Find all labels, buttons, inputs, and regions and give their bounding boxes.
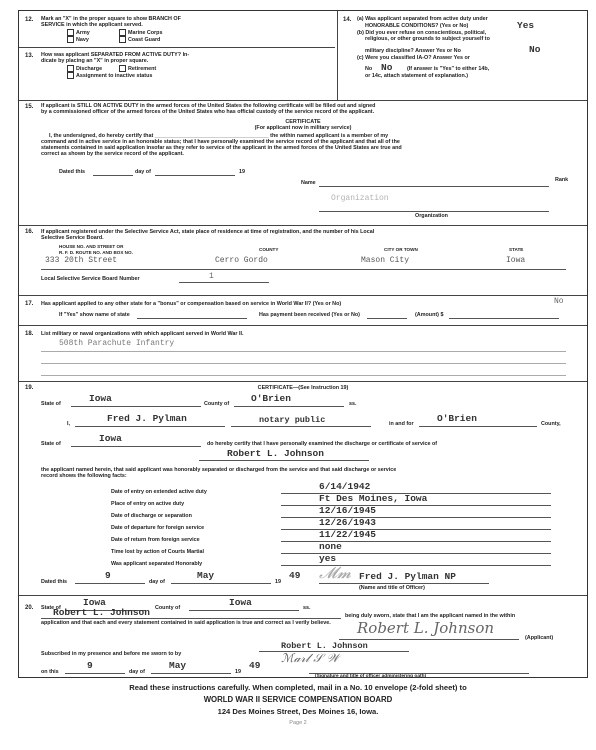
footer-address: 124 Des Moines Street, Des Moines 16, Iowa.	[217, 707, 379, 716]
section-number: 18.	[25, 331, 34, 337]
certificate-body-2: command and in active service in an honorable status; that I have personally examined the service record of the applicant and that all of the	[41, 139, 400, 145]
header-city: CITY OR TOWN	[384, 247, 418, 252]
dated-day-field[interactable]	[93, 175, 133, 176]
officer-signature[interactable]: Fred J. Pylman NP	[359, 571, 456, 582]
section-13-text-1: How was applicant SEPARATED FROM ACTIVE DUTY? In-	[41, 52, 190, 58]
oath-state[interactable]: Iowa	[83, 597, 106, 608]
certificate-subtitle: (For applicant now in military service)	[254, 125, 352, 131]
header-house: HOUSE NO. AND STREET OR	[59, 244, 124, 249]
certificate-body-3: statements contained in said application insofar as they refer to service of the applicant in the armed forces of the United States are true and	[41, 145, 402, 151]
certificate-body-4: correct as shown by the service record of the applicant.	[41, 151, 184, 157]
page-number: Page 2	[289, 720, 307, 726]
state-field	[71, 406, 201, 407]
name-label: Name	[301, 180, 316, 186]
divider	[19, 595, 587, 596]
amount-field[interactable]	[449, 318, 559, 319]
section-number: 20.	[25, 605, 34, 611]
board-number-field	[179, 282, 269, 283]
section-18-text: List military or naval organizations with which applicant served in World War II.	[41, 331, 244, 337]
applicant-name[interactable]: Robert L. Johnson	[227, 448, 324, 459]
county-label: County of	[155, 605, 181, 611]
oath-name-field	[41, 618, 341, 619]
notary-name[interactable]: Fred J. Pylman	[107, 413, 187, 424]
fact-value[interactable]: Ft Des Moines, Iowa	[319, 493, 428, 504]
oath-day-field	[65, 673, 125, 674]
fact-label: Date of entry on extended active duty	[111, 489, 207, 495]
day-of-label: day of	[129, 669, 145, 675]
section-number: 13.	[25, 53, 34, 59]
on-this-label: on this	[41, 669, 59, 675]
officer-signature-field	[319, 583, 489, 584]
dated-year[interactable]: 49	[289, 570, 301, 581]
section-14b-text: (b) Did you ever refuse on conscientious, political,	[357, 30, 487, 36]
divider	[19, 100, 587, 101]
ss-label: ss.	[349, 401, 357, 407]
oath-county-field	[189, 610, 299, 611]
rank-label: Rank	[555, 177, 569, 183]
section-15-text-2: by a commissioned officer of the armed forces of the United States who has official custody of the service record of the applicant.	[41, 109, 375, 115]
residence-state[interactable]: Iowa	[506, 256, 526, 265]
notary-state[interactable]: Iowa	[89, 393, 112, 404]
dated-day-field	[75, 583, 145, 584]
certificate-title: CERTIFICATE	[285, 119, 321, 125]
payment-received-field[interactable]	[367, 318, 407, 319]
notary-county[interactable]: O'Brien	[251, 393, 291, 404]
fact-label: Date of return from foreign service	[111, 537, 200, 543]
oath-text-2: application and that each and every statement contained in said application is true and correct as I verily believe.	[41, 620, 331, 626]
fact-value[interactable]: 12/16/1945	[319, 505, 377, 516]
section-14c-text: (c) Were you classified IA-O? Answer Yes or	[357, 55, 470, 61]
notary-state-2[interactable]: Iowa	[99, 433, 122, 444]
footer-board-name: WORLD WAR II SERVICE COMPENSATION BOARD	[203, 695, 393, 704]
state-2-label: State of	[41, 441, 61, 447]
ss-label: ss.	[303, 605, 311, 611]
section-14c-text-3: (If answer is "Yes" to either 14b,	[407, 66, 490, 72]
signature-scrawl: 𝓜𝓶	[319, 563, 352, 582]
org-line	[41, 363, 566, 364]
notary-title[interactable]: notary public	[259, 415, 326, 425]
checkbox-army[interactable]: Army	[67, 29, 90, 36]
applicant-signature[interactable]: Robert L. Johnson	[357, 619, 495, 637]
certify-text: do hereby certify that I have personally examined the discharge or certificate of service of	[207, 441, 438, 447]
subscribed-text: Subscribed in my presence and before me sworn to by	[41, 651, 182, 657]
application-form	[18, 10, 588, 678]
in-for-label: in and for	[389, 421, 414, 427]
organization-label: Organization	[415, 213, 448, 219]
section-number: 12.	[25, 17, 34, 23]
column-divider	[337, 11, 338, 100]
residence-city[interactable]: Mason City	[361, 256, 410, 265]
board-label: Local Selective Service Board Number	[41, 276, 140, 282]
year-label: 19	[239, 169, 245, 175]
oath-applicant-name[interactable]: Robert L. Johnson	[53, 607, 150, 618]
section-13-text-2: dicate by placing an "X" in proper square.	[41, 58, 149, 64]
fact-label: Date of departure for foreign service	[111, 525, 205, 531]
refuse-discipline-answer[interactable]: No	[529, 44, 541, 55]
state-name-field[interactable]	[137, 318, 247, 319]
section-14a-text-2: HONORABLE CONDITIONS? (Yes or No)	[365, 23, 469, 29]
residence-line	[41, 269, 566, 270]
footer-instructions: Read these instructions carefully. When completed, mail in a No. 10 envelope (2-fold sheet) to	[129, 683, 467, 692]
section-number: 16.	[25, 229, 34, 235]
fact-label: Place of entry on active duty	[111, 501, 185, 507]
divider	[19, 381, 587, 382]
notary-county-2[interactable]: O'Brien	[437, 413, 477, 424]
org-line	[41, 375, 566, 376]
section-17-text-2: If "Yes" show name of state	[59, 312, 130, 318]
state-2-field	[71, 446, 201, 447]
dated-month-field[interactable]	[155, 175, 235, 176]
header-state: STATE	[509, 247, 524, 252]
county-tail: County,	[541, 421, 561, 427]
oath-month[interactable]: May	[169, 660, 187, 671]
fact-label: Was applicant separated Honorably	[111, 561, 203, 567]
section-14b-text-2: religious, or other grounds to subject yourself to	[365, 36, 490, 42]
residence-street[interactable]: 333 20th Street	[45, 256, 118, 265]
applicant-label: (Applicant)	[525, 635, 554, 641]
section-16-text-2: Selective Service Board.	[41, 235, 104, 241]
header-rfd: R. F. D. ROUTE NO. AND BOX NO.	[59, 250, 133, 255]
notary-title-field	[231, 426, 371, 427]
state-label: State of	[41, 401, 61, 407]
certificate-19-title: CERTIFICATE—(See Instruction 19)	[257, 385, 349, 391]
section-15-text-1: If applicant is STILL ON ACTIVE DUTY in the armed forces of the United States the following certificate will be filled out and signed	[41, 103, 376, 109]
board-number[interactable]: 1	[209, 272, 214, 281]
oath-day[interactable]: 9	[87, 660, 93, 671]
checkbox-navy[interactable]: Navy	[67, 36, 89, 43]
oath-month-field	[151, 673, 231, 674]
year-label: 19	[275, 579, 281, 585]
in-for-field	[419, 426, 537, 427]
applicant-name-field	[199, 460, 369, 461]
organization-field[interactable]	[319, 211, 549, 212]
oath-county[interactable]: Iowa	[229, 597, 252, 608]
section-16-text-1: If applicant registered under the Selective Service Act, state place of residence at time of registration, and the number of his Local	[41, 229, 375, 235]
section-12-text-2: SERVICE in which the applicant served.	[41, 22, 143, 28]
fact-label: Date of discharge or separation	[111, 513, 192, 519]
classified-answer[interactable]: No	[381, 62, 393, 73]
fact-value[interactable]: 12/26/1943	[319, 517, 377, 528]
dated-day[interactable]: 9	[105, 570, 111, 581]
applicant-signature-field	[339, 639, 519, 640]
dated-label: Dated this	[59, 169, 86, 175]
divider	[19, 47, 335, 48]
dated-month[interactable]: May	[197, 570, 215, 581]
organization-list[interactable]: 508th Parachute Infantry	[59, 339, 175, 348]
divider	[19, 295, 587, 296]
county-field	[234, 406, 344, 407]
org-line	[41, 351, 566, 352]
section-17-text-4: (Amount) $	[415, 312, 444, 318]
day-of-label: day of	[135, 169, 151, 175]
section-14c-text-2: No	[365, 66, 373, 72]
divider	[19, 225, 587, 226]
officer-name-field[interactable]	[319, 186, 549, 187]
checkbox-marine-corps[interactable]: Marine Corps	[119, 29, 162, 36]
fact-value[interactable]: 6/14/1942	[319, 481, 371, 492]
fact-label: Time lost by action of Courts Martial	[111, 549, 205, 555]
section-17-text-3: Has payment been received (Yes or No)	[259, 312, 360, 318]
dated-month-field	[171, 583, 271, 584]
checkbox-coast-guard[interactable]: Coast Guard	[119, 36, 160, 43]
checkbox-discharge[interactable]: Discharge	[67, 65, 102, 72]
state-label: State of	[41, 605, 61, 611]
oath-text-1: being duly sworn, state that I am the applicant named in the within	[345, 613, 516, 619]
officer-sig-label: (Name and title of Officer)	[359, 585, 425, 591]
named-text-2: record shows the following facts:	[41, 473, 127, 479]
section-14a-text: (a) Was applicant separated from active duty under	[357, 16, 488, 22]
county-label: County of	[204, 401, 230, 407]
officer-oath-label: (Signature and title of officer administering oath)	[315, 674, 427, 679]
section-number: 19.	[25, 385, 34, 391]
divider	[19, 325, 587, 326]
fact-value[interactable]: 11/22/1945	[319, 529, 377, 540]
honorable-conditions-answer[interactable]: Yes	[517, 20, 535, 31]
checkbox-retirement[interactable]: Retirement	[119, 65, 156, 72]
fact-value[interactable]: none	[319, 541, 342, 552]
section-14b-text-3: military discipline? Answer Yes or No	[365, 48, 461, 54]
officer-oath-signature: ℳ𝒶𝓇𝓁 𝒮 𝒲	[281, 651, 339, 665]
section-12-text-1: Mark an "X" in the proper square to show BRANCH OF	[41, 16, 181, 22]
oath-year[interactable]: 49	[249, 660, 261, 671]
section-17-text-1: Has applicant applied to any other state for a "bonus" or compensation based on service in World War II? (Yes or No)	[41, 301, 342, 307]
other-state-answer[interactable]: No	[554, 297, 564, 306]
section-number: 17.	[25, 301, 34, 307]
residence-county[interactable]: Cerro Gordo	[215, 256, 268, 265]
checkbox-inactive-status[interactable]: Assignment to inactive status	[67, 72, 152, 79]
certificate-body-1: I, the undersigned, do hereby certify that ______________________________________ the within named applicant is a member of my	[49, 133, 389, 139]
year-label: 19	[235, 669, 241, 675]
fact-value[interactable]: yes	[319, 553, 337, 564]
bleed-through-text: Organization	[331, 194, 389, 203]
named-text-1: the applicant named herein, that said applicant was honorably separated or discharged from the service and that said discharge or service	[41, 467, 397, 473]
section-14c-text-4: or 14c, attach statement of explanation.)	[365, 73, 469, 79]
header-county: COUNTY	[259, 247, 279, 252]
sworn-name[interactable]: Robert L. Johnson	[281, 641, 368, 651]
dated-label: Dated this	[41, 579, 68, 585]
notary-name-field	[75, 426, 225, 427]
day-of-label: day of	[149, 579, 165, 585]
i-label: I,	[67, 421, 70, 427]
section-number: 15.	[25, 104, 34, 110]
section-number: 14.	[343, 17, 352, 23]
